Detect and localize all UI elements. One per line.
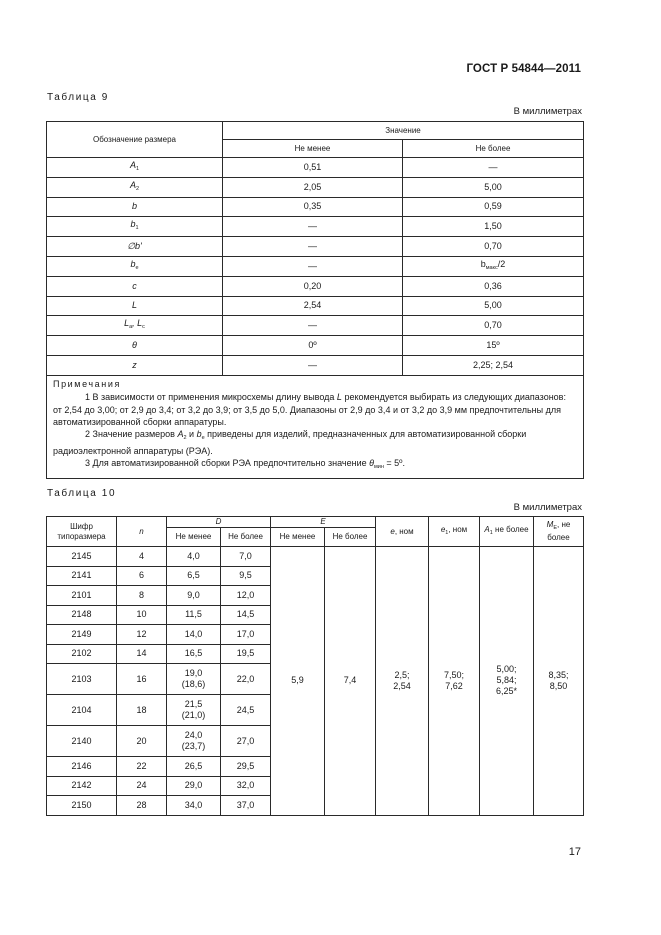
t9-min: 0,35 [223, 197, 403, 217]
table10-unit: В миллиметрах [513, 502, 582, 513]
t10-dmin: 14,0 [167, 625, 221, 645]
t9-symbol: c [47, 276, 223, 296]
t9-max: $b_{макс}/2$ [403, 256, 584, 276]
t9-symbol: $L_a$, $L_c$ [47, 316, 223, 336]
t9-row [47, 237, 584, 257]
t10-header-emax: Не более [325, 528, 376, 547]
t10-header-n: n [117, 517, 167, 547]
t10-header-D: D [167, 517, 271, 528]
t9-row [47, 217, 584, 237]
note-1: 1 В зависимости от применения микросхемы длину вывода L рекомендуется выбирать из следующих диапазонов: от 2,54 до 3,00; от 2,9 до 3,4; от 3,2 до 3,9; от 3,5 до 5,0. Диапазоны от 2,9 до 3,4 и от 3,2 до 3,9 мм предпочтительны для автоматизированной сборки аппаратуры. [53, 392, 566, 427]
t10-code: 2140 [47, 726, 117, 757]
t9-notes [47, 375, 584, 478]
t10-header-mc: $M_E$, не более [534, 517, 584, 547]
t9-row [47, 256, 584, 276]
t9-row [47, 355, 584, 375]
t9-max: 0,59 [403, 197, 584, 217]
t10-body [47, 547, 584, 816]
t10-dmax: 37,0 [221, 796, 271, 816]
t10-header-E: E [271, 517, 376, 528]
t9-row [47, 276, 584, 296]
t9-row [47, 197, 584, 217]
table9-unit: В миллиметрах [513, 106, 582, 117]
t9-symbol: b [47, 197, 223, 217]
t10-header-dmin: Не менее [167, 528, 221, 547]
t10-code: 2141 [47, 566, 117, 586]
t10-dmax: 27,0 [221, 726, 271, 757]
t10-dmin: 21,5 (21,0) [167, 695, 221, 726]
t10-dmin: 34,0 [167, 796, 221, 816]
t9-max: 0,70 [403, 316, 584, 336]
t10-emax: 7,4 [325, 547, 376, 816]
note-2: 2 Значение размеров $A_2$ и $b_e$ приведены для изделий, предназначенных для автоматизированной сборки радиоэлектронной аппаратуры (РЭА). [53, 429, 527, 456]
t10-dmax: 22,0 [221, 664, 271, 695]
t10-e: 2,5; 2,54 [376, 547, 429, 816]
t10-a1: 5,00; 5,84; 6,25* [480, 547, 534, 816]
t10-dmin: 19,0 (18,6) [167, 664, 221, 695]
t10-code: 2103 [47, 664, 117, 695]
t9-header-max: Не более [403, 140, 584, 158]
note-3: 3 Для автоматизированной сборки РЭА предпочтительно значение $\theta_{мин}$ = 5º. [85, 458, 405, 471]
table9 [46, 121, 584, 479]
t9-symbol: z [47, 355, 223, 375]
t10-code: 2148 [47, 605, 117, 625]
t9-symbol: $b_e$ [47, 256, 223, 276]
t10-n: 18 [117, 695, 167, 726]
t10-dmax: 17,0 [221, 625, 271, 645]
t9-row [47, 336, 584, 356]
t9-max: 5,00 [403, 296, 584, 316]
t10-n: 28 [117, 796, 167, 816]
t10-dmin: 9,0 [167, 586, 221, 606]
t10-code: 2146 [47, 757, 117, 777]
t9-max: 1,50 [403, 217, 584, 237]
t9-min: 0º [223, 336, 403, 356]
t9-row [47, 296, 584, 316]
t10-n: 20 [117, 726, 167, 757]
t9-row [47, 158, 584, 178]
t9-max: 15º [403, 336, 584, 356]
t10-dmin: 16,5 [167, 644, 221, 664]
t10-header-dmax: Не более [221, 528, 271, 547]
t10-header-code: Шифр типоразмера [47, 517, 117, 547]
t10-code: 2104 [47, 695, 117, 726]
page-number: 17 [568, 846, 581, 858]
t10-dmax: 9,5 [221, 566, 271, 586]
t10-header-e1: $e_1$, ном [429, 517, 480, 547]
t9-max: 0,70 [403, 237, 584, 257]
t10-dmax: 29,5 [221, 757, 271, 777]
t9-body [47, 158, 584, 376]
t9-header-name: Обозначение размера [47, 122, 223, 158]
t9-symbol: θ [47, 336, 223, 356]
t10-dmax: 14,5 [221, 605, 271, 625]
t10-code: 2101 [47, 586, 117, 606]
t10-n: 8 [117, 586, 167, 606]
t10-code: 2102 [47, 644, 117, 664]
t10-header-a1: $A_1$ не более [480, 517, 534, 547]
t10-e1: 7,50; 7,62 [429, 547, 480, 816]
table9-caption: Таблица 9 [47, 92, 109, 103]
t10-code: 2149 [47, 625, 117, 645]
t10-n: 10 [117, 605, 167, 625]
notes-heading: Примечания [53, 378, 121, 389]
t10-dmax: 7,0 [221, 547, 271, 567]
t10-n: 16 [117, 664, 167, 695]
t9-min: 0,20 [223, 276, 403, 296]
t10-n: 22 [117, 757, 167, 777]
table10 [46, 516, 584, 816]
t10-n: 24 [117, 776, 167, 796]
t10-code: 2145 [47, 547, 117, 567]
t9-symbol: L [47, 296, 223, 316]
table10-caption: Таблица 10 [47, 488, 117, 499]
t10-mc: 8,35; 8,50 [534, 547, 584, 816]
t9-min: 0,51 [223, 158, 403, 178]
t9-max: — [403, 158, 584, 178]
t10-n: 4 [117, 547, 167, 567]
t10-n: 12 [117, 625, 167, 645]
t10-dmin: 4,0 [167, 547, 221, 567]
t9-symbol: ∅b' [47, 237, 223, 257]
t9-header-value: Значение [223, 122, 584, 140]
t9-symbol: $A_2$ [47, 177, 223, 197]
t10-dmax: 32,0 [221, 776, 271, 796]
t10-dmax: 12,0 [221, 586, 271, 606]
t9-min: — [223, 217, 403, 237]
t10-dmin: 6,5 [167, 566, 221, 586]
t10-dmax: 24,5 [221, 695, 271, 726]
t9-row [47, 177, 584, 197]
t10-dmin: 11,5 [167, 605, 221, 625]
standard-number: ГОСТ Р 54844—2011 [466, 63, 581, 75]
t10-dmax: 19,5 [221, 644, 271, 664]
t10-code: 2150 [47, 796, 117, 816]
t10-n: 6 [117, 566, 167, 586]
t9-min: — [223, 355, 403, 375]
t9-max: 2,25; 2,54 [403, 355, 584, 375]
t9-min: — [223, 316, 403, 336]
t9-min: — [223, 237, 403, 257]
t10-emin: 5,9 [271, 547, 325, 816]
t10-row [47, 547, 584, 567]
t9-min: — [223, 256, 403, 276]
t9-symbol: $A_1$ [47, 158, 223, 178]
t10-header-emin: Не менее [271, 528, 325, 547]
t9-min: 2,54 [223, 296, 403, 316]
t9-max: 0,36 [403, 276, 584, 296]
t9-header-min: Не менее [223, 140, 403, 158]
t10-dmin: 29,0 [167, 776, 221, 796]
t10-n: 14 [117, 644, 167, 664]
t9-max: 5,00 [403, 177, 584, 197]
t9-symbol: $b_1$ [47, 217, 223, 237]
t10-dmin: 26,5 [167, 757, 221, 777]
t10-code: 2142 [47, 776, 117, 796]
t10-header-e: e, ном [376, 517, 429, 547]
t9-min: 2,05 [223, 177, 403, 197]
t10-dmin: 24,0 (23,7) [167, 726, 221, 757]
t9-row [47, 316, 584, 336]
